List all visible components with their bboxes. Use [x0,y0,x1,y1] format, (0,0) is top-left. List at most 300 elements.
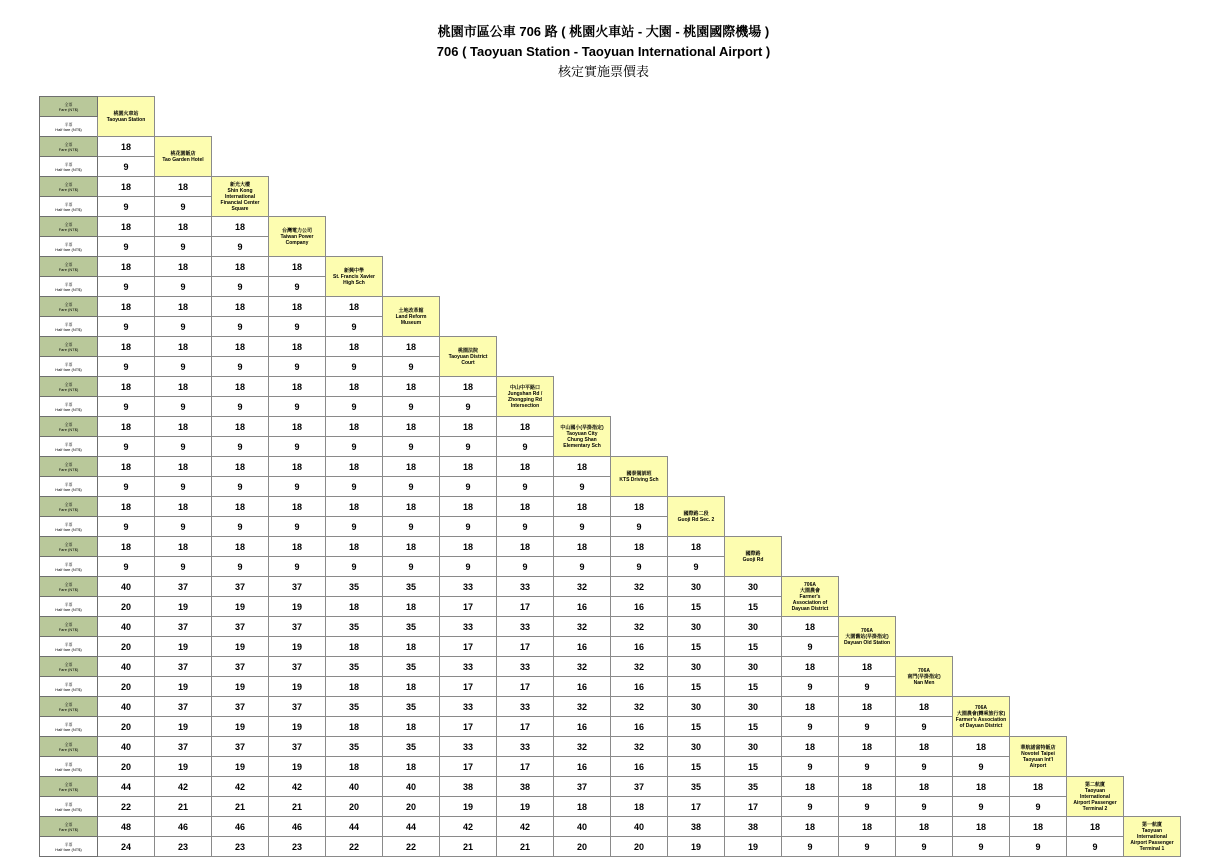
empty-cell [953,457,1010,477]
half-fare-cell: 9 [212,397,269,417]
empty-cell [383,237,440,257]
half-fare-cell: 9 [212,557,269,577]
empty-cell [839,537,896,557]
empty-cell [725,397,782,417]
fare-cell: 30 [725,617,782,637]
fare-cell: 18 [98,457,155,477]
fare-cell: 37 [269,657,326,677]
half-fare-label [40,317,98,337]
table-row [40,317,1181,337]
fare-cell: 37 [269,577,326,597]
half-fare-label [40,357,98,377]
half-fare-cell: 9 [98,477,155,497]
empty-cell [383,177,440,197]
empty-cell [1124,677,1181,697]
half-fare-cell: 9 [896,757,953,777]
half-fare-cell: 9 [155,357,212,377]
empty-cell [1010,297,1067,317]
empty-cell [896,437,953,457]
fare-cell: 18 [212,457,269,477]
empty-cell [155,117,212,137]
empty-cell [896,317,953,337]
empty-cell [725,137,782,157]
full-fare-label-en: Fare (NT$) [58,106,79,112]
fare-cell: 18 [269,497,326,517]
empty-cell [1067,97,1124,117]
empty-cell [440,137,497,157]
fare-cell: 35 [326,697,383,717]
half-fare-cell: 19 [212,717,269,737]
half-fare-cell: 21 [269,797,326,817]
half-fare-cell: 19 [668,837,725,857]
empty-cell [896,557,953,577]
full-fare-label-zh: 全票 [64,501,73,507]
half-fare-cell: 15 [668,717,725,737]
half-fare-cell: 9 [782,757,839,777]
empty-cell [1067,557,1124,577]
half-fare-cell: 9 [839,797,896,817]
station-name: 706A 大園舊站(早掛指定) Dayuan Old Station [839,617,896,657]
fare-cell: 37 [212,617,269,637]
empty-cell [1124,137,1181,157]
empty-cell [1067,197,1124,217]
fare-cell: 33 [497,617,554,637]
empty-cell [1067,417,1124,437]
fare-cell: 30 [668,697,725,717]
half-fare-cell: 9 [269,477,326,497]
empty-cell [269,97,326,117]
fare-cell: 32 [554,657,611,677]
empty-cell [1067,317,1124,337]
empty-cell [1124,737,1181,757]
empty-cell [725,377,782,397]
fare-cell: 18 [782,657,839,677]
empty-cell [839,597,896,617]
half-fare-cell: 9 [782,837,839,857]
empty-cell [611,417,668,437]
half-fare-label [40,197,98,217]
half-fare-cell: 15 [725,677,782,697]
fare-cell: 37 [269,697,326,717]
full-fare-label-zh: 全票 [64,821,73,827]
half-fare-cell: 9 [98,357,155,377]
half-fare-cell: 9 [839,837,896,857]
empty-cell [953,357,1010,377]
empty-cell [440,117,497,137]
fare-cell: 18 [554,457,611,477]
table-row [40,557,1181,577]
empty-cell [611,437,668,457]
half-fare-cell: 22 [98,797,155,817]
half-fare-cell: 9 [440,557,497,577]
full-fare-label-zh: 全票 [64,781,73,787]
half-fare-cell: 9 [98,397,155,417]
empty-cell [1124,777,1181,797]
empty-cell [896,237,953,257]
half-fare-cell: 17 [440,597,497,617]
empty-cell [725,477,782,497]
station-name: 706A 南門(早掛指定) Nan Men [896,657,953,697]
fare-cell: 18 [383,497,440,517]
empty-cell [782,177,839,197]
fare-cell: 18 [896,697,953,717]
half-fare-cell: 17 [497,597,554,617]
half-fare-cell: 17 [440,757,497,777]
full-fare-label-en: Fare (NT$) [58,146,79,152]
half-fare-cell: 9 [383,357,440,377]
fare-cell: 37 [269,617,326,637]
half-fare-cell: 15 [668,757,725,777]
fare-cell: 18 [98,537,155,557]
empty-cell [1067,597,1124,617]
empty-cell [611,397,668,417]
half-fare-cell: 9 [269,277,326,297]
empty-cell [725,457,782,477]
fare-cell: 46 [212,817,269,837]
station-name: 桃園火車站 Taoyuan Station [98,97,155,137]
half-fare-label-en: Half fare (NT$) [55,326,82,332]
empty-cell [839,157,896,177]
half-fare-label [40,597,98,617]
empty-cell [1124,537,1181,557]
half-fare-cell: 15 [725,757,782,777]
half-fare-label-en: Half fare (NT$) [55,846,82,852]
title-en: 706 ( Taoyuan Station - Taoyuan International Airport ) [436,44,771,59]
fare-cell: 30 [668,617,725,637]
empty-cell [1010,477,1067,497]
empty-cell [725,217,782,237]
subtitle: 核定實施票價表 [557,64,649,79]
half-fare-cell: 17 [497,637,554,657]
half-fare-cell: 9 [212,317,269,337]
half-fare-label [40,677,98,697]
table-row [40,497,1181,517]
fare-cell: 46 [155,817,212,837]
fare-cell: 40 [98,577,155,597]
empty-cell [440,297,497,317]
fare-cell: 18 [269,377,326,397]
station-name: 中山國小(早掛指定) Taoyuan City Chung Shan Elementary Sch [554,417,611,457]
half-fare-cell: 9 [269,517,326,537]
fare-cell: 32 [611,577,668,597]
empty-cell [953,437,1010,457]
empty-cell [1010,157,1067,177]
half-fare-cell: 9 [155,237,212,257]
empty-cell [1067,337,1124,357]
fare-cell: 18 [782,817,839,837]
fare-cell: 37 [212,577,269,597]
full-fare-label-en: Fare (NT$) [58,386,79,392]
fare-cell: 35 [326,737,383,757]
half-fare-cell: 9 [98,277,155,297]
fare-cell: 18 [839,817,896,837]
empty-cell [668,217,725,237]
fare-cell: 18 [212,297,269,317]
table-row [40,757,1181,777]
empty-cell [668,417,725,437]
full-fare-label [40,497,98,517]
fare-cell: 40 [326,777,383,797]
half-fare-cell: 9 [497,517,554,537]
fare-cell: 18 [896,777,953,797]
full-fare-label-zh: 全票 [64,701,73,707]
half-fare-cell: 16 [611,757,668,777]
half-fare-cell: 9 [782,717,839,737]
empty-cell [953,517,1010,537]
empty-cell [953,137,1010,157]
half-fare-label-en: Half fare (NT$) [55,686,82,692]
empty-cell [953,417,1010,437]
station-name: 第一航廈 Taoyuan International Airport Passenger Terminal 1 [1124,817,1181,857]
half-fare-cell: 17 [497,677,554,697]
fare-cell: 33 [440,657,497,677]
empty-cell [1124,497,1181,517]
empty-cell [725,157,782,177]
empty-cell [953,677,1010,697]
half-fare-cell: 19 [269,677,326,697]
half-fare-label-zh: 半票 [64,841,73,847]
empty-cell [839,577,896,597]
half-fare-cell: 18 [611,797,668,817]
empty-cell [554,337,611,357]
station-name: 桃園法院 Taoyuan District Court [440,337,497,377]
empty-cell [953,197,1010,217]
fare-cell: 18 [155,257,212,277]
half-fare-cell: 9 [155,397,212,417]
empty-cell [326,97,383,117]
empty-cell [839,197,896,217]
table-row [40,457,1181,477]
empty-cell [269,157,326,177]
half-fare-label-zh: 半票 [64,761,73,767]
empty-cell [896,337,953,357]
fare-cell: 44 [383,817,440,837]
half-fare-cell: 9 [383,517,440,537]
half-fare-cell: 18 [326,757,383,777]
empty-cell [725,117,782,137]
table-row [40,397,1181,417]
fare-cell: 18 [896,737,953,757]
fare-cell: 37 [212,657,269,677]
empty-cell [839,377,896,397]
fare-cell: 18 [383,457,440,477]
half-fare-cell: 20 [98,677,155,697]
half-fare-cell: 19 [269,717,326,737]
half-fare-label-zh: 半票 [64,441,73,447]
empty-cell [1010,237,1067,257]
full-fare-label-zh: 全票 [64,101,73,107]
empty-cell [953,637,1010,657]
fare-cell: 37 [554,777,611,797]
full-fare-label [40,817,98,837]
empty-cell [896,517,953,537]
empty-cell [1067,637,1124,657]
half-fare-cell: 20 [326,797,383,817]
fare-cell: 18 [155,337,212,357]
half-fare-label-en: Half fare (NT$) [55,606,82,612]
empty-cell [440,97,497,117]
full-fare-label [40,777,98,797]
half-fare-label-zh: 半票 [64,681,73,687]
half-fare-cell: 9 [326,557,383,577]
full-fare-label-zh: 全票 [64,741,73,747]
empty-cell [1067,757,1124,777]
empty-cell [725,197,782,217]
empty-cell [668,317,725,337]
empty-cell [1010,317,1067,337]
empty-cell [1124,577,1181,597]
half-fare-cell: 19 [212,757,269,777]
half-fare-cell: 22 [326,837,383,857]
half-fare-label-zh: 半票 [64,241,73,247]
empty-cell [953,497,1010,517]
empty-cell [1010,337,1067,357]
half-fare-cell: 21 [155,797,212,817]
fare-table-body [40,97,1181,857]
half-fare-label [40,477,98,497]
empty-cell [1124,197,1181,217]
empty-cell [554,257,611,277]
empty-cell [554,357,611,377]
empty-cell [383,157,440,177]
empty-cell [1010,197,1067,217]
empty-cell [1124,217,1181,237]
fare-cell: 18 [1067,817,1124,837]
empty-cell [953,657,1010,677]
empty-cell [497,157,554,177]
full-fare-label-zh: 全票 [64,181,73,187]
empty-cell [1067,357,1124,377]
empty-cell [782,277,839,297]
half-fare-cell: 9 [611,517,668,537]
full-fare-label-zh: 全票 [64,341,73,347]
fare-cell: 18 [155,377,212,397]
empty-cell [1067,517,1124,537]
fare-cell: 44 [98,777,155,797]
empty-cell [725,497,782,517]
half-fare-cell: 9 [98,317,155,337]
fare-cell: 18 [98,337,155,357]
fare-cell: 18 [98,497,155,517]
half-fare-label-zh: 半票 [64,161,73,167]
empty-cell [668,297,725,317]
empty-cell [782,417,839,437]
half-fare-cell: 16 [554,637,611,657]
half-fare-cell: 19 [497,797,554,817]
empty-cell [440,237,497,257]
half-fare-cell: 21 [212,797,269,817]
full-fare-label-zh: 全票 [64,141,73,147]
empty-cell [725,417,782,437]
half-fare-cell: 9 [155,517,212,537]
full-fare-label-en: Fare (NT$) [58,746,79,752]
table-row [40,377,1181,397]
table-row [40,97,1181,117]
empty-cell [383,277,440,297]
empty-cell [839,257,896,277]
half-fare-cell: 19 [269,757,326,777]
empty-cell [839,397,896,417]
full-fare-label-en: Fare (NT$) [58,826,79,832]
empty-cell [1067,737,1124,757]
full-fare-label-en: Fare (NT$) [58,266,79,272]
empty-cell [440,217,497,237]
empty-cell [383,257,440,277]
full-fare-label-zh: 全票 [64,381,73,387]
half-fare-cell: 9 [269,317,326,337]
half-fare-cell: 17 [440,637,497,657]
half-fare-label-en: Half fare (NT$) [55,406,82,412]
fare-cell: 40 [611,817,668,837]
empty-cell [896,197,953,217]
empty-cell [497,277,554,297]
empty-cell [668,157,725,177]
half-fare-label-zh: 半票 [64,481,73,487]
half-fare-cell: 9 [383,477,440,497]
fare-cell: 30 [725,697,782,717]
half-fare-cell: 9 [839,677,896,697]
empty-cell [1124,417,1181,437]
empty-cell [497,297,554,317]
fare-cell: 32 [554,737,611,757]
empty-cell [668,117,725,137]
half-fare-cell: 9 [212,517,269,537]
full-fare-label [40,417,98,437]
empty-cell [440,197,497,217]
half-fare-label [40,557,98,577]
half-fare-cell: 21 [440,837,497,857]
half-fare-cell: 9 [155,437,212,457]
half-fare-cell: 9 [953,757,1010,777]
fare-cell: 33 [497,697,554,717]
fare-cell: 35 [383,617,440,637]
empty-cell [326,177,383,197]
half-fare-cell: 16 [554,597,611,617]
fare-cell: 18 [839,737,896,757]
empty-cell [896,497,953,517]
empty-cell [839,417,896,437]
half-fare-cell: 9 [497,557,554,577]
empty-cell [1067,457,1124,477]
empty-cell [1067,717,1124,737]
fare-cell: 18 [326,537,383,557]
fare-cell: 18 [782,697,839,717]
half-fare-cell: 18 [326,677,383,697]
empty-cell [782,197,839,217]
half-fare-label [40,237,98,257]
half-fare-cell: 17 [725,797,782,817]
full-fare-label-zh: 全票 [64,661,73,667]
half-fare-cell: 20 [611,837,668,857]
full-fare-label-zh: 全票 [64,581,73,587]
empty-cell [725,237,782,257]
full-fare-label-en: Fare (NT$) [58,346,79,352]
fare-cell: 18 [269,297,326,317]
empty-cell [1124,297,1181,317]
full-fare-label [40,737,98,757]
fare-table [39,96,1181,857]
empty-cell [611,197,668,217]
empty-cell [497,137,554,157]
empty-cell [839,477,896,497]
half-fare-cell: 19 [269,597,326,617]
fare-cell: 35 [326,577,383,597]
table-row [40,837,1181,857]
empty-cell [953,397,1010,417]
fare-cell: 30 [668,737,725,757]
empty-cell [839,177,896,197]
fare-cell: 18 [668,537,725,557]
